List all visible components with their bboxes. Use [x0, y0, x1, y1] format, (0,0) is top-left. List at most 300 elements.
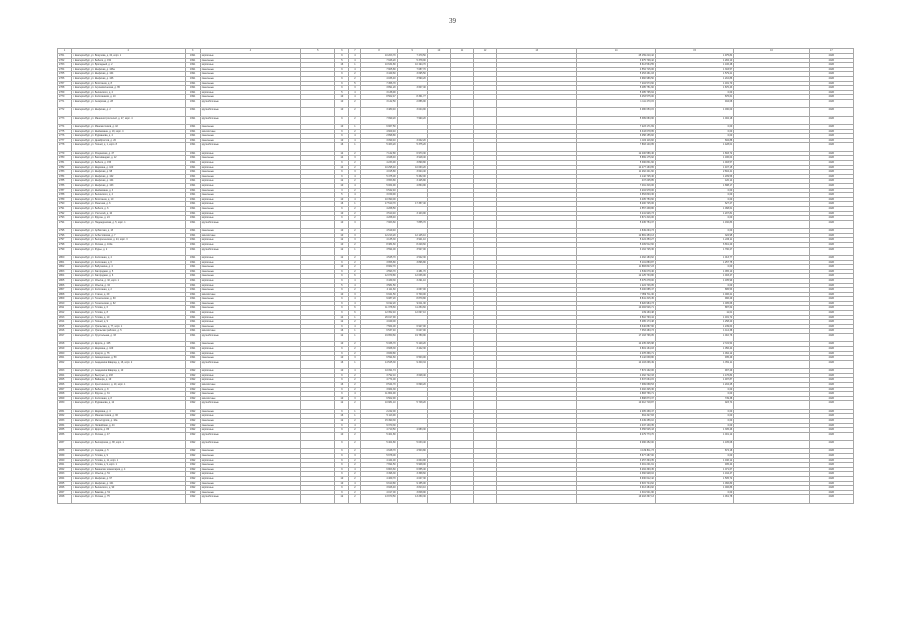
address-cell: г. Екатеринбург, ул. Шефская, д. 103	[72, 184, 186, 189]
repair-cost-cell: 12 400 586,46	[577, 151, 655, 156]
plan-year-cell: 2026	[809, 329, 853, 334]
address-cell: г. Екатеринбург, ул. Вайнера, д. 19	[72, 378, 186, 383]
column-number-cell: 17	[809, 49, 853, 54]
plan-year-cell: 2026	[809, 467, 853, 472]
total-area-cell: 4 648,70	[361, 449, 397, 454]
floors-cell: 12	[335, 255, 349, 260]
living-area-cell: 8 879,80	[397, 297, 427, 302]
unit-cost-cell: 1 226,11	[655, 238, 733, 243]
row-number-cell: 2810	[58, 301, 72, 306]
year-cell: 1991	[185, 320, 200, 325]
floors-cell: 9	[335, 324, 349, 329]
entrances-cell: 2	[349, 216, 361, 221]
year-cell: 1992	[185, 382, 200, 387]
address-cell: г. Екатеринбург, ул. Стачек, д. 29	[72, 292, 186, 297]
floors-cell: 5	[335, 90, 349, 95]
wall-type-cell: крупноблочные	[200, 143, 301, 151]
plan-year-cell: 2026	[809, 174, 853, 179]
entrances-cell: 2	[349, 99, 361, 107]
address-cell: г. Екатеринбург, ул. Колхозников, д. 10	[72, 95, 186, 100]
total-area-cell: 3 159,90	[361, 193, 397, 198]
unit-cost-cell: 602,88	[655, 138, 733, 143]
address-cell: г. Екатеринбург, ул. Бебеля, д. 156	[72, 161, 186, 166]
plan-year-cell: 2026	[809, 238, 853, 243]
repair-cost-cell: 7 491 316,06	[577, 184, 655, 189]
row-number-cell: 2822	[58, 360, 72, 368]
address-cell: г. Екатеринбург, ул. Бакинских комиссаров, д. 4	[72, 467, 186, 472]
living-area-cell: 7 990,20	[397, 116, 427, 124]
wall-type-cell: крупноблочные	[200, 108, 301, 116]
empty-cell	[301, 108, 335, 116]
empty-cell	[473, 360, 496, 368]
wall-type-cell: кирпичные	[200, 378, 301, 383]
plan-year-cell: 2026	[809, 324, 853, 329]
address-cell: г. Екатеринбург, ул. Белинского, д. 4	[72, 193, 186, 198]
empty-cell	[497, 116, 577, 124]
year-cell: 1991	[185, 233, 200, 238]
floors-cell: 9	[335, 387, 349, 392]
address-cell: г. Екатеринбург, ул. Уральских рабочих, д. 5	[72, 329, 186, 334]
total-area-cell: 7 905,80	[361, 67, 397, 72]
empty-cell	[450, 401, 473, 409]
floors-cell: 9	[335, 81, 349, 86]
unit-cost-cell: 1 010,76	[655, 334, 733, 342]
table-row	[58, 220, 854, 228]
repair-cost-cell: 4 360 928,16	[577, 472, 655, 477]
floors-cell: 9	[335, 467, 349, 472]
address-cell: г. Екатеринбург, ул. Щорса, д. 86	[72, 428, 186, 433]
empty-cell	[473, 432, 496, 440]
floors-cell: 16	[335, 414, 349, 419]
year-cell: 1991	[185, 95, 200, 100]
plan-year-cell: 2026	[809, 481, 853, 486]
wall-type-cell: кирпичные	[200, 458, 301, 463]
address-cell: г. Екатеринбург, ул. Викулова, д. 34, корп. 1	[72, 54, 186, 59]
repair-cost-cell: 1 184 116,82	[577, 138, 655, 143]
table-row	[58, 116, 854, 124]
empty-cell	[427, 432, 450, 440]
row-number-cell: 2838	[58, 449, 72, 454]
entrances-cell: 2	[349, 108, 361, 116]
wall-type-cell: панельные	[200, 174, 301, 179]
address-cell: г. Екатеринбург, ул. Репина, д. 104а	[72, 242, 186, 247]
floors-cell: 9	[335, 454, 349, 459]
plan-year-cell: 2026	[809, 334, 853, 342]
column-number-cell: 12	[473, 49, 496, 54]
row-number-cell: 2833	[58, 418, 72, 423]
row-number-cell: 2793	[58, 216, 72, 221]
plan-year-cell: 2026	[809, 347, 853, 352]
repair-cost-cell: 662 327,83	[577, 414, 655, 419]
year-cell: 1991	[185, 134, 200, 139]
wall-type-cell: кирпичные	[200, 351, 301, 356]
year-cell: 1992	[185, 378, 200, 383]
entrances-cell: 2	[349, 472, 361, 477]
total-area-cell: 3 956,80	[361, 260, 397, 265]
unit-cost-cell: 0,00	[655, 125, 733, 130]
wall-type-cell: монолитные	[200, 233, 301, 238]
plan-year-cell: 2026	[809, 220, 853, 228]
empty-cell	[450, 334, 473, 342]
total-area-cell: 10 811,74	[361, 369, 397, 374]
plan-year-cell: 2026	[809, 197, 853, 202]
repair-cost-cell: 1 111 470,15	[577, 99, 655, 107]
unit-cost-cell: 0,00	[655, 129, 733, 134]
table-row	[58, 401, 854, 409]
address-cell: г. Екатеринбург, ул. Авиационная, д. 59	[72, 356, 186, 361]
plan-year-cell: 2026	[809, 211, 853, 216]
row-number-cell: 2826	[58, 382, 72, 387]
floors-cell: 10	[335, 477, 349, 482]
total-area-cell: 4 710,50	[361, 428, 397, 433]
column-number-cell: 15	[655, 49, 733, 54]
year-cell: 1991	[185, 216, 200, 221]
wall-type-cell: кирпичные	[200, 347, 301, 352]
wall-type-cell: панельные	[200, 156, 301, 161]
address-cell: г. Екатеринбург, ул. Колхозная, д. 4	[72, 255, 186, 260]
entrances-cell: 2	[349, 165, 361, 170]
year-cell: 1991	[185, 99, 200, 107]
unit-cost-cell: 1 505,72	[655, 477, 733, 482]
address-cell: г. Екатеринбург, ул. Репина, д. 47	[72, 432, 186, 440]
empty-cell	[427, 143, 450, 151]
living-area-cell: 4 481,70	[397, 269, 427, 274]
row-number-cell: 2821	[58, 356, 72, 361]
wall-type-cell: панельные	[200, 306, 301, 311]
living-area-cell: 3 896,80	[397, 260, 427, 265]
total-area-cell: 3 668,30	[361, 347, 397, 352]
row-number-cell: 2802	[58, 265, 72, 270]
address-cell: г. Екатеринбург, ул. Шефская, д. 102	[72, 174, 186, 179]
entrances-cell: 4	[349, 193, 361, 198]
entrances-cell: 2	[349, 269, 361, 274]
wall-type-cell: панельные	[200, 387, 301, 392]
entrances-cell: 4	[349, 297, 361, 302]
floors-cell: 10	[335, 396, 349, 401]
address-cell: г. Екатеринбург, ул. Быстрых, д. 13б	[72, 373, 186, 378]
plan-year-cell: 2026	[809, 301, 853, 306]
wall-type-cell: кирпичные	[200, 151, 301, 156]
column-number-cell: 6	[335, 49, 349, 54]
empty-cell	[473, 495, 496, 503]
wall-type-cell: монолитные	[200, 292, 301, 297]
year-cell: 1991	[185, 138, 200, 143]
empty-cell	[427, 99, 450, 107]
entrances-cell: 4	[349, 138, 361, 143]
unit-cost-cell: 1 185,99	[655, 278, 733, 283]
unit-cost-cell: 1 071,67	[655, 467, 733, 472]
row-number-cell: 2771	[58, 99, 72, 107]
year-cell: 1991	[185, 143, 200, 151]
floors-cell: 9	[335, 67, 349, 72]
total-area-cell: 5 978,00	[361, 454, 397, 459]
total-area-cell: 10 981,10	[361, 401, 397, 409]
floors-cell: 9	[335, 269, 349, 274]
entrances-cell: 6	[349, 311, 361, 316]
unit-cost-cell: 11,01	[655, 311, 733, 316]
living-area-cell: 6 927,00	[397, 324, 427, 329]
unit-cost-cell: 1 249,64	[655, 324, 733, 329]
plan-year-cell: 2026	[809, 67, 853, 72]
living-area-cell: 5 378,90	[397, 58, 427, 63]
total-area-cell: 3 449,60	[361, 72, 397, 77]
unit-cost-cell: 1 105,08	[655, 441, 733, 449]
plan-year-cell: 2026	[809, 54, 853, 59]
floors-cell: 10	[335, 99, 349, 107]
plan-year-cell: 2026	[809, 242, 853, 247]
unit-cost-cell: 887,62	[655, 306, 733, 311]
floors-cell: 9	[335, 409, 349, 414]
plan-year-cell: 2026	[809, 320, 853, 325]
entrances-cell: 2	[349, 347, 361, 352]
address-cell: г. Екатеринбург, ул. Титова, д. 10	[72, 315, 186, 320]
row-number-cell: 2801	[58, 260, 72, 265]
living-area-cell: 3 527,00	[397, 247, 427, 255]
floors-cell: 9	[335, 423, 349, 428]
plan-year-cell: 2026	[809, 233, 853, 238]
entrances-cell: 2	[349, 242, 361, 247]
unit-cost-cell: 494,08	[655, 99, 733, 107]
floors-cell: 10	[335, 211, 349, 216]
repair-cost-cell: 3 241 926,73	[577, 211, 655, 216]
year-cell: 1992	[185, 490, 200, 495]
wall-type-cell: монолитные	[200, 329, 301, 334]
row-number-cell: 2818	[58, 342, 72, 347]
living-area-cell: 5 748,20	[397, 401, 427, 409]
plan-year-cell: 2026	[809, 165, 853, 170]
entrances-cell: 2	[349, 449, 361, 454]
unit-cost-cell: 1 207,81	[655, 211, 733, 216]
address-cell: г. Екатеринбург, ул. Крауля, д. 76	[72, 351, 186, 356]
floors-cell: 10	[335, 342, 349, 347]
repair-cost-cell: 5 400 685,47	[577, 288, 655, 293]
total-area-cell: 5 463,20	[361, 143, 397, 151]
total-area-cell: 6 941,50	[361, 292, 397, 297]
wall-type-cell: панельные	[200, 490, 301, 495]
total-area-cell: 12 079,80	[361, 274, 397, 279]
total-area-cell: 7 456,70	[361, 81, 397, 86]
plan-year-cell: 2026	[809, 311, 853, 316]
total-area-cell: 26 017,90	[361, 315, 397, 320]
plan-year-cell: 2026	[809, 423, 853, 428]
row-number-cell: 2805	[58, 278, 72, 283]
repair-cost-cell: 4 849 294,73	[577, 229, 655, 234]
unit-cost-cell: 1 106,48	[655, 63, 733, 68]
row-number-cell: 2842	[58, 467, 72, 472]
year-cell: 1992	[185, 373, 200, 378]
row-number-cell: 2778	[58, 143, 72, 151]
row-number-cell: 2806	[58, 283, 72, 288]
plan-year-cell: 2026	[809, 138, 853, 143]
floors-cell: 9	[335, 134, 349, 139]
entrances-cell: 2	[349, 116, 361, 124]
row-number-cell: 2773	[58, 116, 72, 124]
repair-cost-cell: 1 224 746,05	[577, 283, 655, 288]
repair-cost-cell: 4 462 183,62	[577, 255, 655, 260]
total-area-cell: 7 946,20	[361, 58, 397, 63]
plan-year-cell: 2026	[809, 193, 853, 198]
wall-type-cell: крупноблочные	[200, 441, 301, 449]
empty-cell	[427, 247, 450, 255]
empty-cell	[734, 99, 809, 107]
wall-type-cell: кирпичные	[200, 216, 301, 221]
unit-cost-cell: 0,00	[655, 392, 733, 397]
living-area-cell: 13 250,30	[397, 495, 427, 503]
total-area-cell: 6 803,60	[361, 467, 397, 472]
empty-cell	[734, 495, 809, 503]
address-cell: г. Екатеринбург, ул. Шефская, д. 98	[72, 170, 186, 175]
empty-cell	[450, 441, 473, 449]
entrances-cell: 2	[349, 495, 361, 503]
unit-cost-cell: 1 002,18	[655, 116, 733, 124]
floors-cell: 14	[335, 165, 349, 170]
floors-cell: 9	[335, 216, 349, 221]
address-cell: г. Екатеринбург, ул. Колхозная, д. 8	[72, 396, 186, 401]
empty-cell	[734, 220, 809, 228]
unit-cost-cell: 1 005,66	[655, 301, 733, 306]
address-cell: г. Екатеринбург, ул. Белинского, д. 90	[72, 486, 186, 491]
plan-year-cell: 2026	[809, 81, 853, 86]
total-area-cell: 5 401,80	[361, 432, 397, 440]
plan-year-cell: 2026	[809, 143, 853, 151]
repair-cost-cell: 6 449 456,10	[577, 418, 655, 423]
total-area-cell: 8 544,70	[361, 382, 397, 387]
unit-cost-cell: 935,49	[655, 356, 733, 361]
row-number-cell: 2798	[58, 242, 72, 247]
floors-cell: 10	[335, 197, 349, 202]
address-cell: г. Екатеринбург, ул. Ангарская, д. 28	[72, 99, 186, 107]
year-cell: 1991	[185, 170, 200, 175]
address-cell: г. Екатеринбург, ул. Декабристов, д. 20	[72, 138, 186, 143]
total-area-cell: 4 268,50	[361, 207, 397, 212]
row-number-cell: 2782	[58, 165, 72, 170]
row-number-cell: 2845	[58, 481, 72, 486]
year-cell: 1991	[185, 202, 200, 207]
floors-cell: 12	[335, 320, 349, 325]
plan-year-cell: 2026	[809, 260, 853, 265]
plan-year-cell: 2026	[809, 369, 853, 374]
row-number-cell: 2770	[58, 95, 72, 100]
wall-type-cell: панельные	[200, 58, 301, 63]
total-area-cell: 9 370,30	[361, 423, 397, 428]
living-area-cell: 7 479,50	[397, 54, 427, 59]
repair-cost-cell: 4 142 725,46	[577, 174, 655, 179]
empty-cell	[734, 116, 809, 124]
unit-cost-cell: 1 056,44	[655, 347, 733, 352]
address-cell: г. Екатеринбург, ул. Фрунзе, д. 31	[72, 392, 186, 397]
floors-cell: 9	[335, 347, 349, 352]
row-number-cell: 2840	[58, 458, 72, 463]
address-cell: г. Екатеринбург, ул. Загородная, д. 5	[72, 269, 186, 274]
plan-year-cell: 2026	[809, 90, 853, 95]
unit-cost-cell: 2 804,41	[655, 170, 733, 175]
address-cell: г. Екатеринбург, ул. Хрустальная, д. 33	[72, 334, 186, 342]
total-area-cell: 6 502,90	[361, 396, 397, 401]
year-cell: 1991	[185, 211, 200, 216]
address-cell: г. Екатеринбург, ул. Шефская, д. 104	[72, 179, 186, 184]
address-cell: г. Екатеринбург, ул. Колхозная, д. 2	[72, 288, 186, 293]
entrances-cell: 1	[349, 334, 361, 342]
year-cell: 1991	[185, 334, 200, 342]
plan-year-cell: 2026	[809, 278, 853, 283]
address-cell: г. Екатеринбург, ул. Уральская, д. 77, корп. 1	[72, 324, 186, 329]
plan-year-cell: 2026	[809, 396, 853, 401]
empty-cell	[497, 143, 577, 151]
empty-cell	[301, 116, 335, 124]
plan-year-cell: 2026	[809, 161, 853, 166]
empty-cell	[473, 220, 496, 228]
total-area-cell: 4 774,00	[361, 378, 397, 383]
year-cell: 1992	[185, 428, 200, 433]
floors-cell: 5	[335, 283, 349, 288]
repair-cost-cell: 139 163,48	[577, 311, 655, 316]
wall-type-cell: монолитные	[200, 129, 301, 134]
unit-cost-cell: 0,00	[655, 454, 733, 459]
total-area-cell: 10 203,70	[361, 54, 397, 59]
wall-type-cell: панельные	[200, 449, 301, 454]
total-area-cell: 6 537,40	[361, 329, 397, 334]
repair-cost-cell: 437 205,85	[577, 179, 655, 184]
entrances-cell: 2	[349, 320, 361, 325]
row-number-cell: 2795	[58, 229, 72, 234]
row-number-cell: 2825	[58, 378, 72, 383]
plan-year-cell: 2026	[809, 95, 853, 100]
repair-cost-cell: 3 510 793,44	[577, 315, 655, 320]
unit-cost-cell: 495,44	[655, 463, 733, 468]
row-number-cell: 2836	[58, 432, 72, 440]
address-cell: г. Екатеринбург, ул. Шефская, д. 104	[72, 72, 186, 77]
year-cell: 1992	[185, 396, 200, 401]
empty-cell	[450, 143, 473, 151]
entrances-cell: 4	[349, 392, 361, 397]
plan-year-cell: 2026	[809, 274, 853, 279]
address-cell: г. Екатеринбург, ул. Бригадный, д. 2	[72, 63, 186, 68]
floors-cell: 12	[335, 418, 349, 423]
living-area-cell: 5 129,20	[397, 342, 427, 347]
unit-cost-cell: 1 181,72	[655, 315, 733, 320]
wall-type-cell: крупноблочные	[200, 116, 301, 124]
repair-cost-cell: 10 484 526,71	[577, 306, 655, 311]
row-number-cell: 2811	[58, 306, 72, 311]
empty-cell	[473, 441, 496, 449]
row-number-cell: 2817	[58, 334, 72, 342]
empty-cell	[301, 495, 335, 503]
wall-type-cell: панельные	[200, 269, 301, 274]
entrances-cell: 4	[349, 184, 361, 189]
wall-type-cell: панельные	[200, 423, 301, 428]
plan-year-cell: 2026	[809, 454, 853, 459]
unit-cost-cell: 627,27	[655, 202, 733, 207]
floors-cell: 9	[335, 72, 349, 77]
floors-cell: 10	[335, 481, 349, 486]
plan-year-cell: 2026	[809, 449, 853, 454]
plan-year-cell: 2026	[809, 269, 853, 274]
entrances-cell: 2	[349, 351, 361, 356]
wall-type-cell: кирпичные	[200, 202, 301, 207]
living-area-cell: 6 700,00	[397, 292, 427, 297]
empty-cell	[473, 99, 496, 107]
repair-cost-cell: 5 101 883,87	[577, 260, 655, 265]
year-cell: 1991	[185, 116, 200, 124]
empty-cell	[427, 220, 450, 228]
floors-cell: 12	[335, 238, 349, 243]
wall-type-cell: кирпичные	[200, 90, 301, 95]
unit-cost-cell: 0,00	[655, 197, 733, 202]
entrances-cell: 2	[349, 463, 361, 468]
entrances-cell: 1	[349, 414, 361, 419]
year-cell: 1991	[185, 197, 200, 202]
floors-cell: 9	[335, 378, 349, 383]
